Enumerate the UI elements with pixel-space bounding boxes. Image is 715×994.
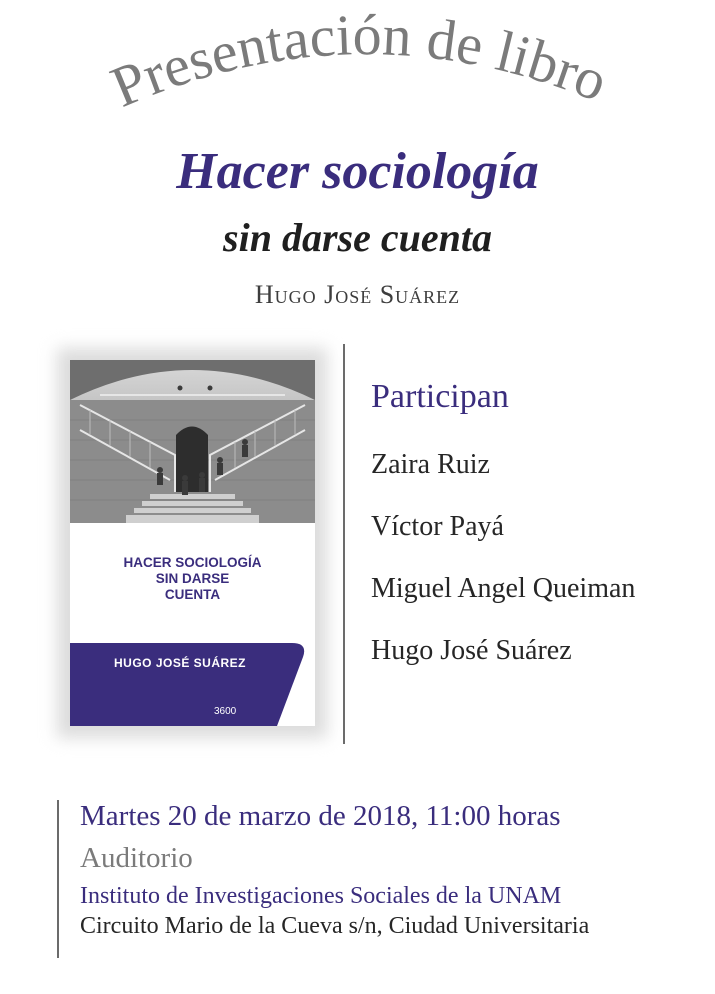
cover-title-line: SIN DARSE [155,571,230,586]
book-author: Hugo José Suárez [254,280,461,309]
cover-title-line: HACER SOCIOLOGÍA [123,555,262,570]
participant-name: Víctor Payá [371,511,504,542]
participant-name: Miguel Angel Queiman [371,573,636,604]
event-info-divider [57,800,59,958]
event-address: Circuito Mario de la Cueva s/n, Ciudad Universitaria [80,913,590,939]
participants-heading: Participan [371,378,509,415]
cover-title-line: CUENTA [164,587,221,602]
institute-acronym: UNAM [487,883,562,909]
cover-staircase-photo [70,360,315,523]
arched-event-heading-text: Presentación de libro [101,2,617,120]
vertical-divider [343,344,345,744]
event-venue: Auditorio [80,842,193,874]
event-institute [80,883,561,910]
book-title: Hacer sociología [176,143,539,200]
institute-name: Instituto de Investigaciones Sociales de la [80,883,482,909]
book-subtitle: sin darse cuenta [223,215,492,260]
participant-name: Hugo José Suárez [371,635,572,666]
participant-name: Zaira Ruiz [371,449,490,480]
book-cover [70,360,315,726]
cover-title [70,555,315,603]
event-datetime: Martes 20 de marzo de 2018, 11:00 horas [80,800,561,832]
publisher-logo: 3600 [214,706,237,717]
cover-author: HUGO JOSÉ SUÁREZ [113,656,247,670]
arched-event-heading [0,0,715,160]
